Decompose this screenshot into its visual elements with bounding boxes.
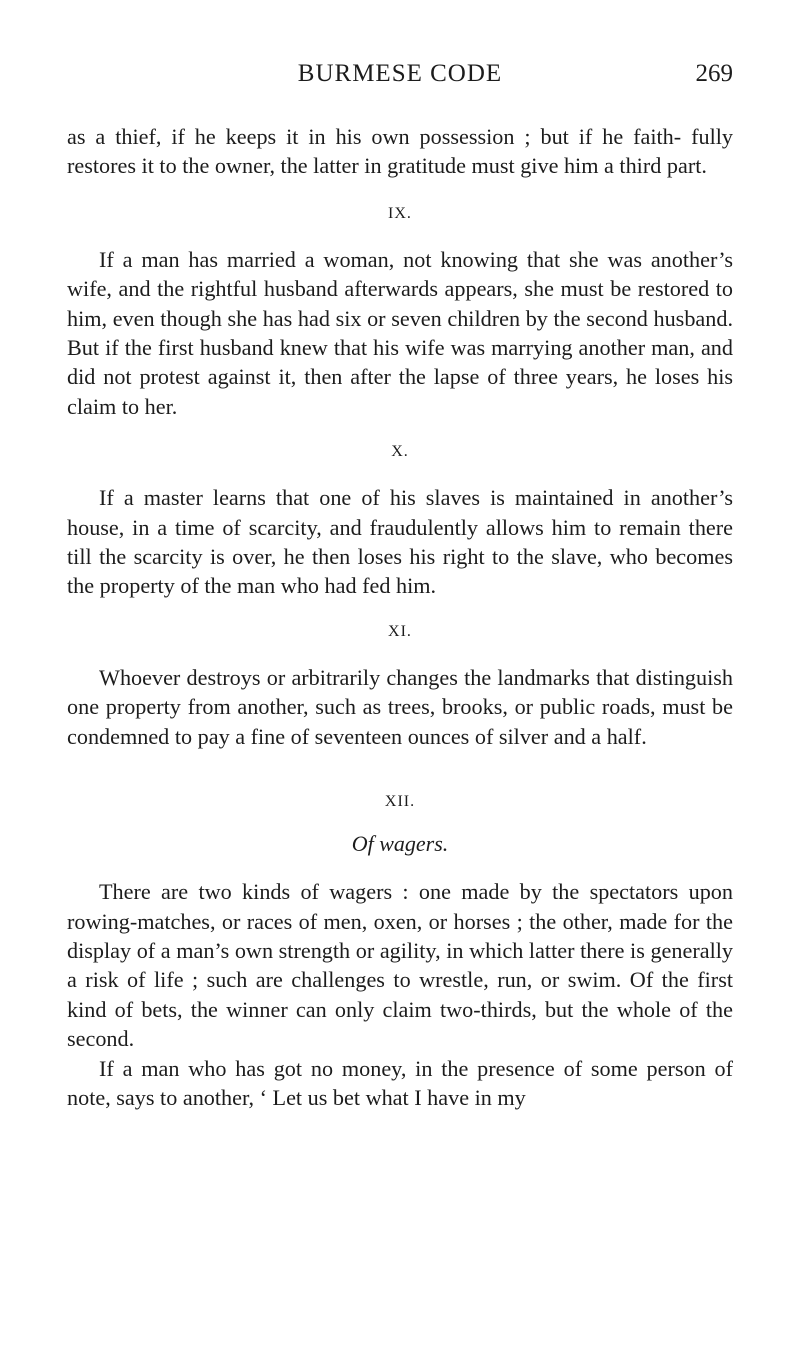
running-header: [67, 60, 733, 100]
paragraph-section-x: If a master learns that one of his slaves is maintained in another’s house, in a time of scarcity, and fraudulently allows him to remain there till the scarcity is over, he then loses his right to the slave, who becomes the property of the man who had fed him.: [67, 485, 733, 599]
paragraph-wagers-money: If a man who has got no money, in the presence of some person of note, says to another, ‘ Let us bet what I have in my: [67, 1055, 733, 1110]
paragraph-section-ix: If a man has married a woman, not knowing that she was another’s wife, and the rightful husband afterwards appears, she must be restored to him, even though she has had six or seven children by the second husband. But if the first husband knew that his wife was marrying another man, and did not protest against it, then after the lapse of three years, he loses his claim to her.: [67, 246, 733, 419]
section-heading-xii: XII.: [384, 793, 416, 811]
page-number: 269: [695, 60, 733, 87]
paragraph-continuation: as a thief, if he keeps it in his own possession ; but if he faith- fully restores it to the owner, the latter in gratitude must give him a third part.: [67, 124, 733, 179]
section-heading-xi: XI.: [388, 622, 412, 640]
paragraph-wagers-kinds: There are two kinds of wagers : one made by the spectators upon rowing-matches, or races of men, oxen, or horses ; the other, made for the display of a man’s own strength or agility, in which latter there is generally a risk of life ; such are challenges to wrestle, run, or swim. Of the first kind of bets, the winner can only claim two-thirds, but the whole of the second.: [67, 879, 733, 1052]
section-heading-ix: IX.: [388, 204, 412, 222]
section-subtitle-wagers: Of wagers.: [351, 831, 449, 857]
paragraph-section-xi: Whoever destroys or arbitrarily changes the landmarks that distinguish one property from another, such as trees, brooks, or public roads, must be condemned to pay a fine of seventeen ounces of silver and a half.: [67, 664, 733, 749]
book-page: [67, 60, 733, 1112]
running-title: BURMESE CODE: [297, 60, 503, 87]
section-heading-x: X.: [391, 443, 409, 461]
